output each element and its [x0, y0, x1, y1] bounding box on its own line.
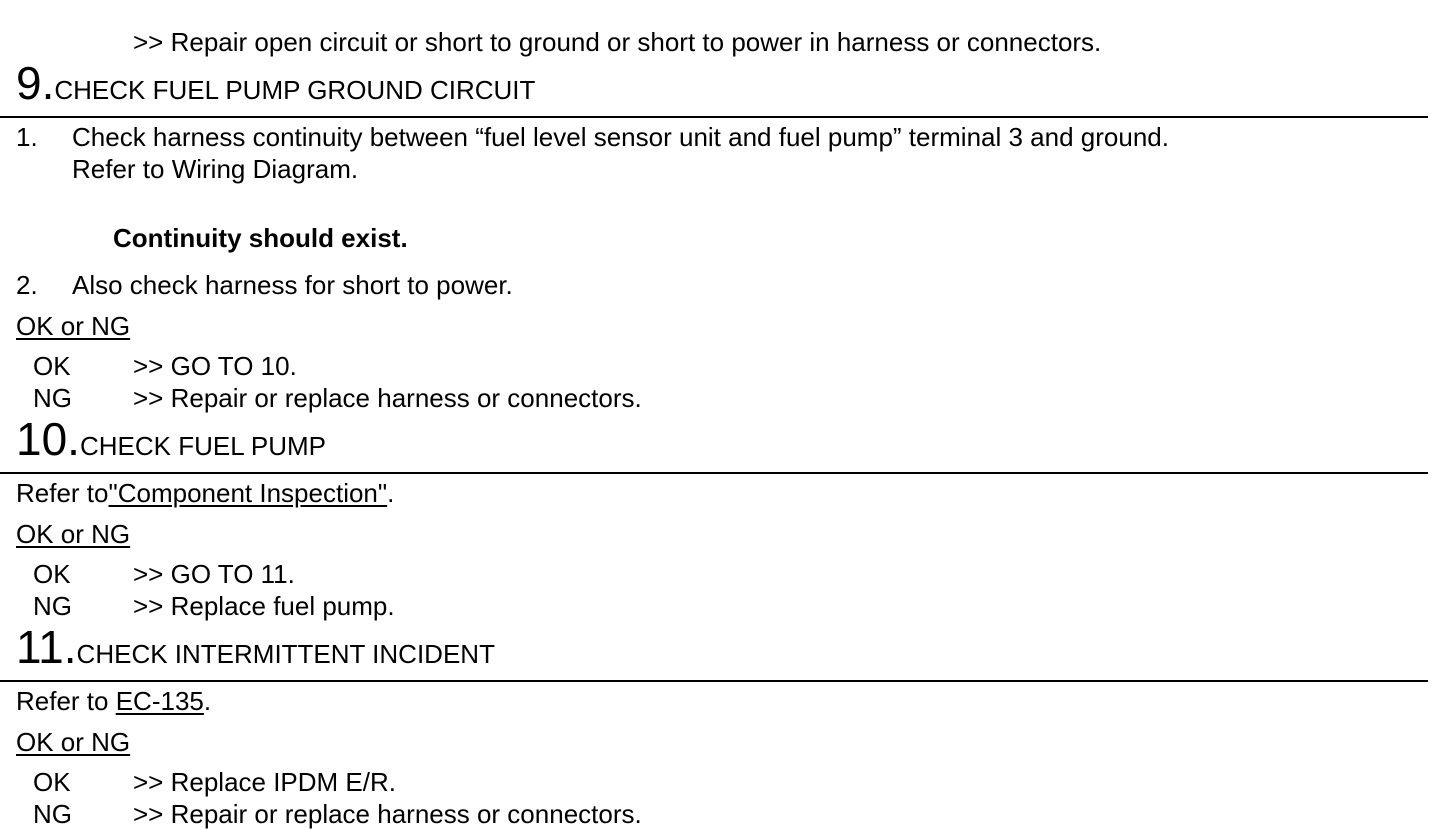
step-title: CHECK FUEL PUMP — [79, 431, 327, 461]
step-11-header — [16, 621, 495, 673]
list-item-number: 1. — [16, 122, 38, 152]
component-inspection-link[interactable]: "Component Inspection" — [108, 478, 388, 508]
list-item-text: Check harness continuity between “fuel level sensor unit and fuel pump” terminal 3 and ground. — [72, 122, 1169, 152]
step-divider — [0, 472, 1428, 474]
reference-line — [16, 480, 394, 506]
step-9-header — [16, 57, 536, 109]
list-item-text-continued: Refer to Wiring Diagram. — [72, 154, 359, 184]
reference-prefix: Refer to — [16, 478, 109, 508]
step-divider — [0, 116, 1428, 118]
ok-action: >> GO TO 10. — [133, 351, 297, 381]
ng-action: >> Replace fuel pump. — [133, 591, 395, 621]
result-header: OK or NG — [16, 311, 131, 341]
ng-label: NG — [33, 799, 72, 829]
ng-action: >> Repair or replace harness or connectors. — [133, 799, 642, 829]
ng-action: >> Repair or replace harness or connectors. — [133, 383, 642, 413]
result-header: OK or NG — [16, 519, 131, 549]
specification: Continuity should exist. — [113, 223, 408, 253]
step-title: CHECK FUEL PUMP GROUND CIRCUIT — [54, 75, 536, 105]
ng-label: NG — [33, 383, 72, 413]
ec-135-link[interactable]: EC-135 — [115, 686, 204, 716]
step-number: 9. — [16, 57, 55, 109]
step-number: 10. — [16, 413, 80, 465]
ok-action: >> GO TO 11. — [133, 559, 295, 589]
step-divider — [0, 680, 1428, 682]
reference-suffix: . — [203, 686, 212, 716]
reference-prefix: Refer to — [16, 686, 116, 716]
reference-suffix: . — [387, 478, 395, 508]
ng-label: NG — [33, 591, 72, 621]
ok-action: >> Replace IPDM E/R. — [133, 767, 396, 797]
step-number: 11. — [16, 621, 77, 673]
ok-label: OK — [33, 351, 71, 381]
result-header: OK or NG — [16, 727, 131, 757]
ok-label: OK — [33, 559, 71, 589]
step-title: CHECK INTERMITTENT INCIDENT — [76, 639, 495, 669]
list-item-number: 2. — [16, 270, 38, 300]
reference-line — [16, 688, 211, 714]
ok-label: OK — [33, 767, 71, 797]
step-10-header — [16, 413, 327, 465]
previous-result: >> Repair open circuit or short to ground or short to power in harness or connectors. — [133, 27, 1102, 57]
list-item-text: Also check harness for short to power. — [72, 270, 513, 300]
